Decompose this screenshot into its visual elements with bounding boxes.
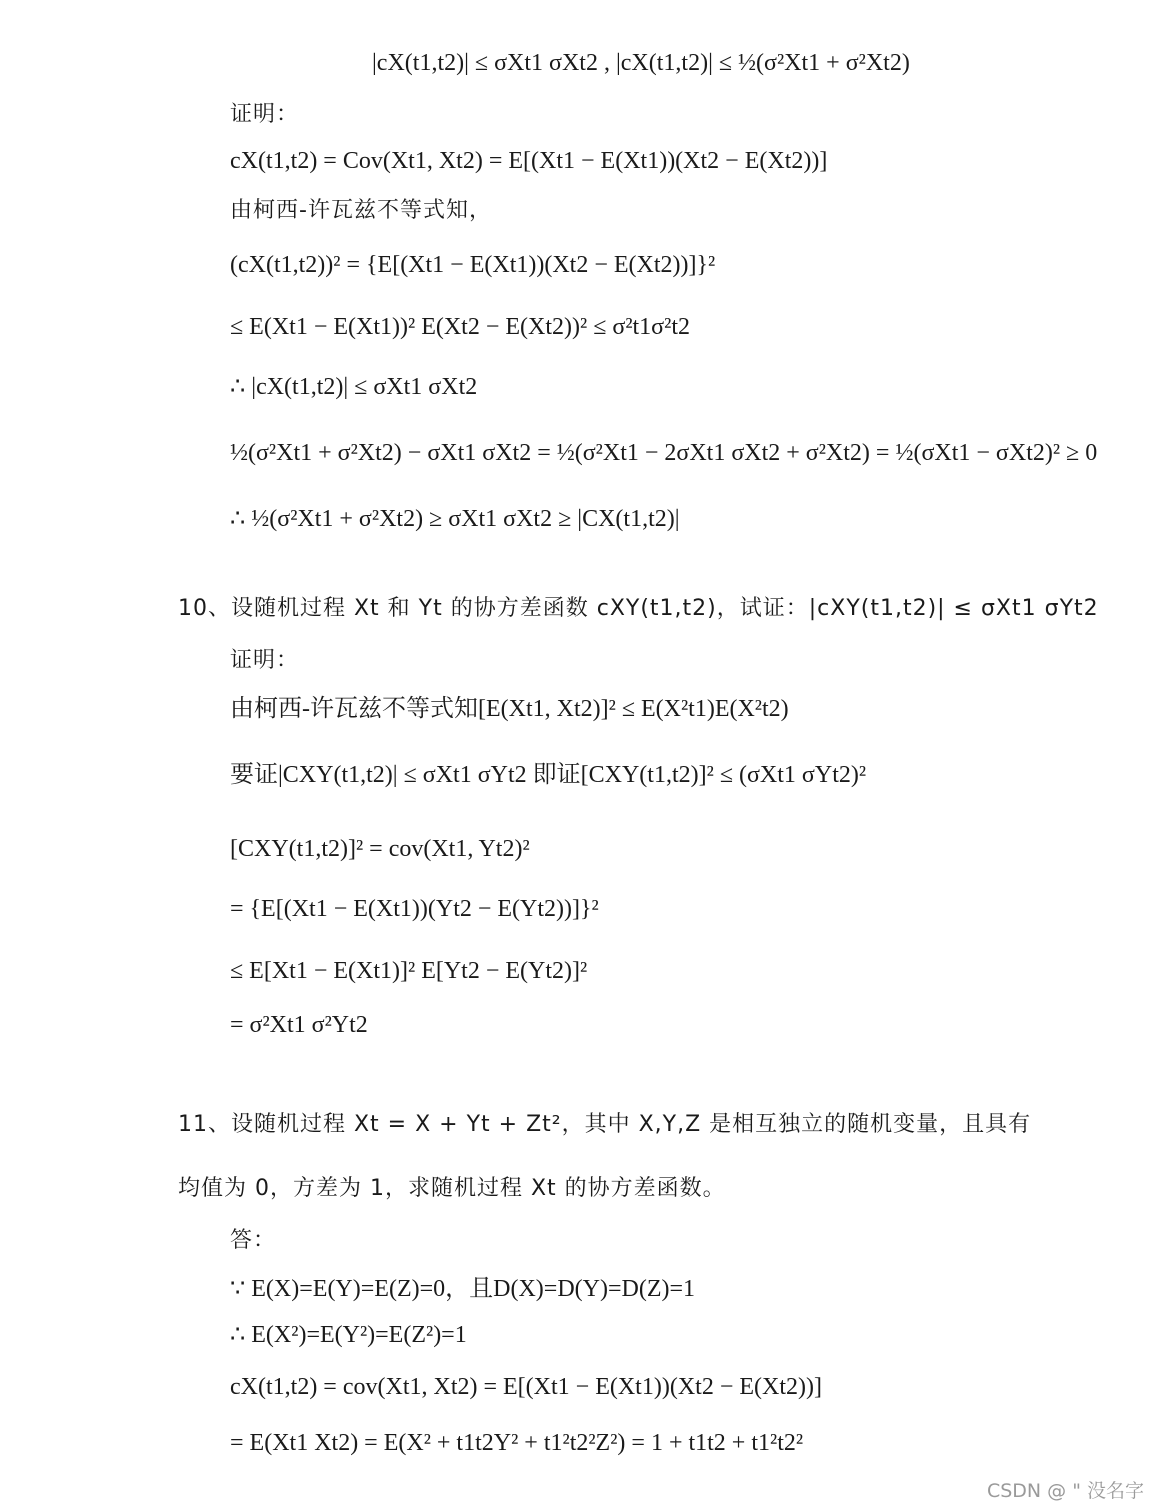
proof9-line-3: (cX(t1,t2))² = {E[(Xt1 − E(Xt1))(Xt2 − E(Xt2))]}² — [230, 252, 716, 278]
q10-line-3: [CXY(t1,t2)]² = cov(Xt1, Yt2)² — [230, 836, 530, 862]
proof9-line-5: ∴ |cX(t1,t2)| ≤ σXt1 σXt2 — [230, 374, 478, 400]
q10-line-4: = {E[(Xt1 − E(Xt1))(Yt2 − E(Yt2))]}² — [230, 896, 599, 922]
q10-line-1: 由柯西-许瓦兹不等式知[E(Xt1, Xt2)]² ≤ E(X²t1)E(X²t2) — [230, 696, 789, 722]
q11-line-4: = E(Xt1 Xt2) = E(X² + t1t2Y² + t1²t2²Z²) = 1 + t1t2 + t1²t2² — [230, 1430, 804, 1456]
q10-line-2: 要证|CXY(t1,t2)| ≤ σXt1 σYt2 即证[CXY(t1,t2)]² ≤ (σXt1 σYt2)² — [230, 762, 867, 788]
proof9-line-1: cX(t1,t2) = Cov(Xt1, Xt2) = E[(Xt1 − E(Xt1))(Xt2 − E(Xt2))] — [230, 148, 828, 174]
q10-title: 10、设随机过程 Xt 和 Yt 的协方差函数 cXY(t1,t2)，试证：|cXY(t1,t2)| ≤ σXt1 σYt2 — [178, 596, 1099, 621]
proof9-line-6: ½(σ²Xt1 + σ²Xt2) − σXt1 σXt2 = ½(σ²Xt1 − 2σXt1 σXt2 + σ²Xt2) = ½(σXt1 − σXt2)² ≥ 0 — [230, 440, 1098, 466]
proof9-label: 证明： — [230, 102, 300, 127]
q11-title-line-2: 均值为 0，方差为 1，求随机过程 Xt 的协方差函数。 — [178, 1176, 726, 1201]
q11-title-line-1: 11、设随机过程 Xt = X + Yt + Zt²，其中 X,Y,Z 是相互独立的随机变量，且具有 — [178, 1112, 1032, 1137]
q10-line-5: ≤ E[Xt1 − E(Xt1)]² E[Yt2 − E(Yt2)]² — [230, 958, 588, 984]
proof9-line-4: ≤ E(Xt1 − E(Xt1))² E(Xt2 − E(Xt2))² ≤ σ²t1σ²t2 — [230, 314, 690, 340]
csdn-watermark: CSDN @ " 没名字 — [986, 1480, 1144, 1502]
proof9-line-2: 由柯西-许瓦兹不等式知， — [230, 198, 492, 223]
q11-line-3: cX(t1,t2) = cov(Xt1, Xt2) = E[(Xt1 − E(Xt1))(Xt2 − E(Xt2))] — [230, 1374, 822, 1400]
proof9-line-7: ∴ ½(σ²Xt1 + σ²Xt2) ≥ σXt1 σXt2 ≥ |CX(t1,t2)| — [230, 506, 680, 532]
q10-proof-label: 证明： — [230, 648, 300, 673]
q11-line-2: ∴ E(X²)=E(Y²)=E(Z²)=1 — [230, 1322, 467, 1348]
q11-answer-label: 答： — [230, 1228, 277, 1253]
q11-line-1: ∵ E(X)=E(Y)=E(Z)=0，且D(X)=D(Y)=D(Z)=1 — [230, 1276, 696, 1302]
proof9-statement: |cX(t1,t2)| ≤ σXt1 σXt2 , |cX(t1,t2)| ≤ ½(σ²Xt1 + σ²Xt2) — [372, 50, 910, 76]
q10-line-6: = σ²Xt1 σ²Yt2 — [230, 1012, 368, 1038]
